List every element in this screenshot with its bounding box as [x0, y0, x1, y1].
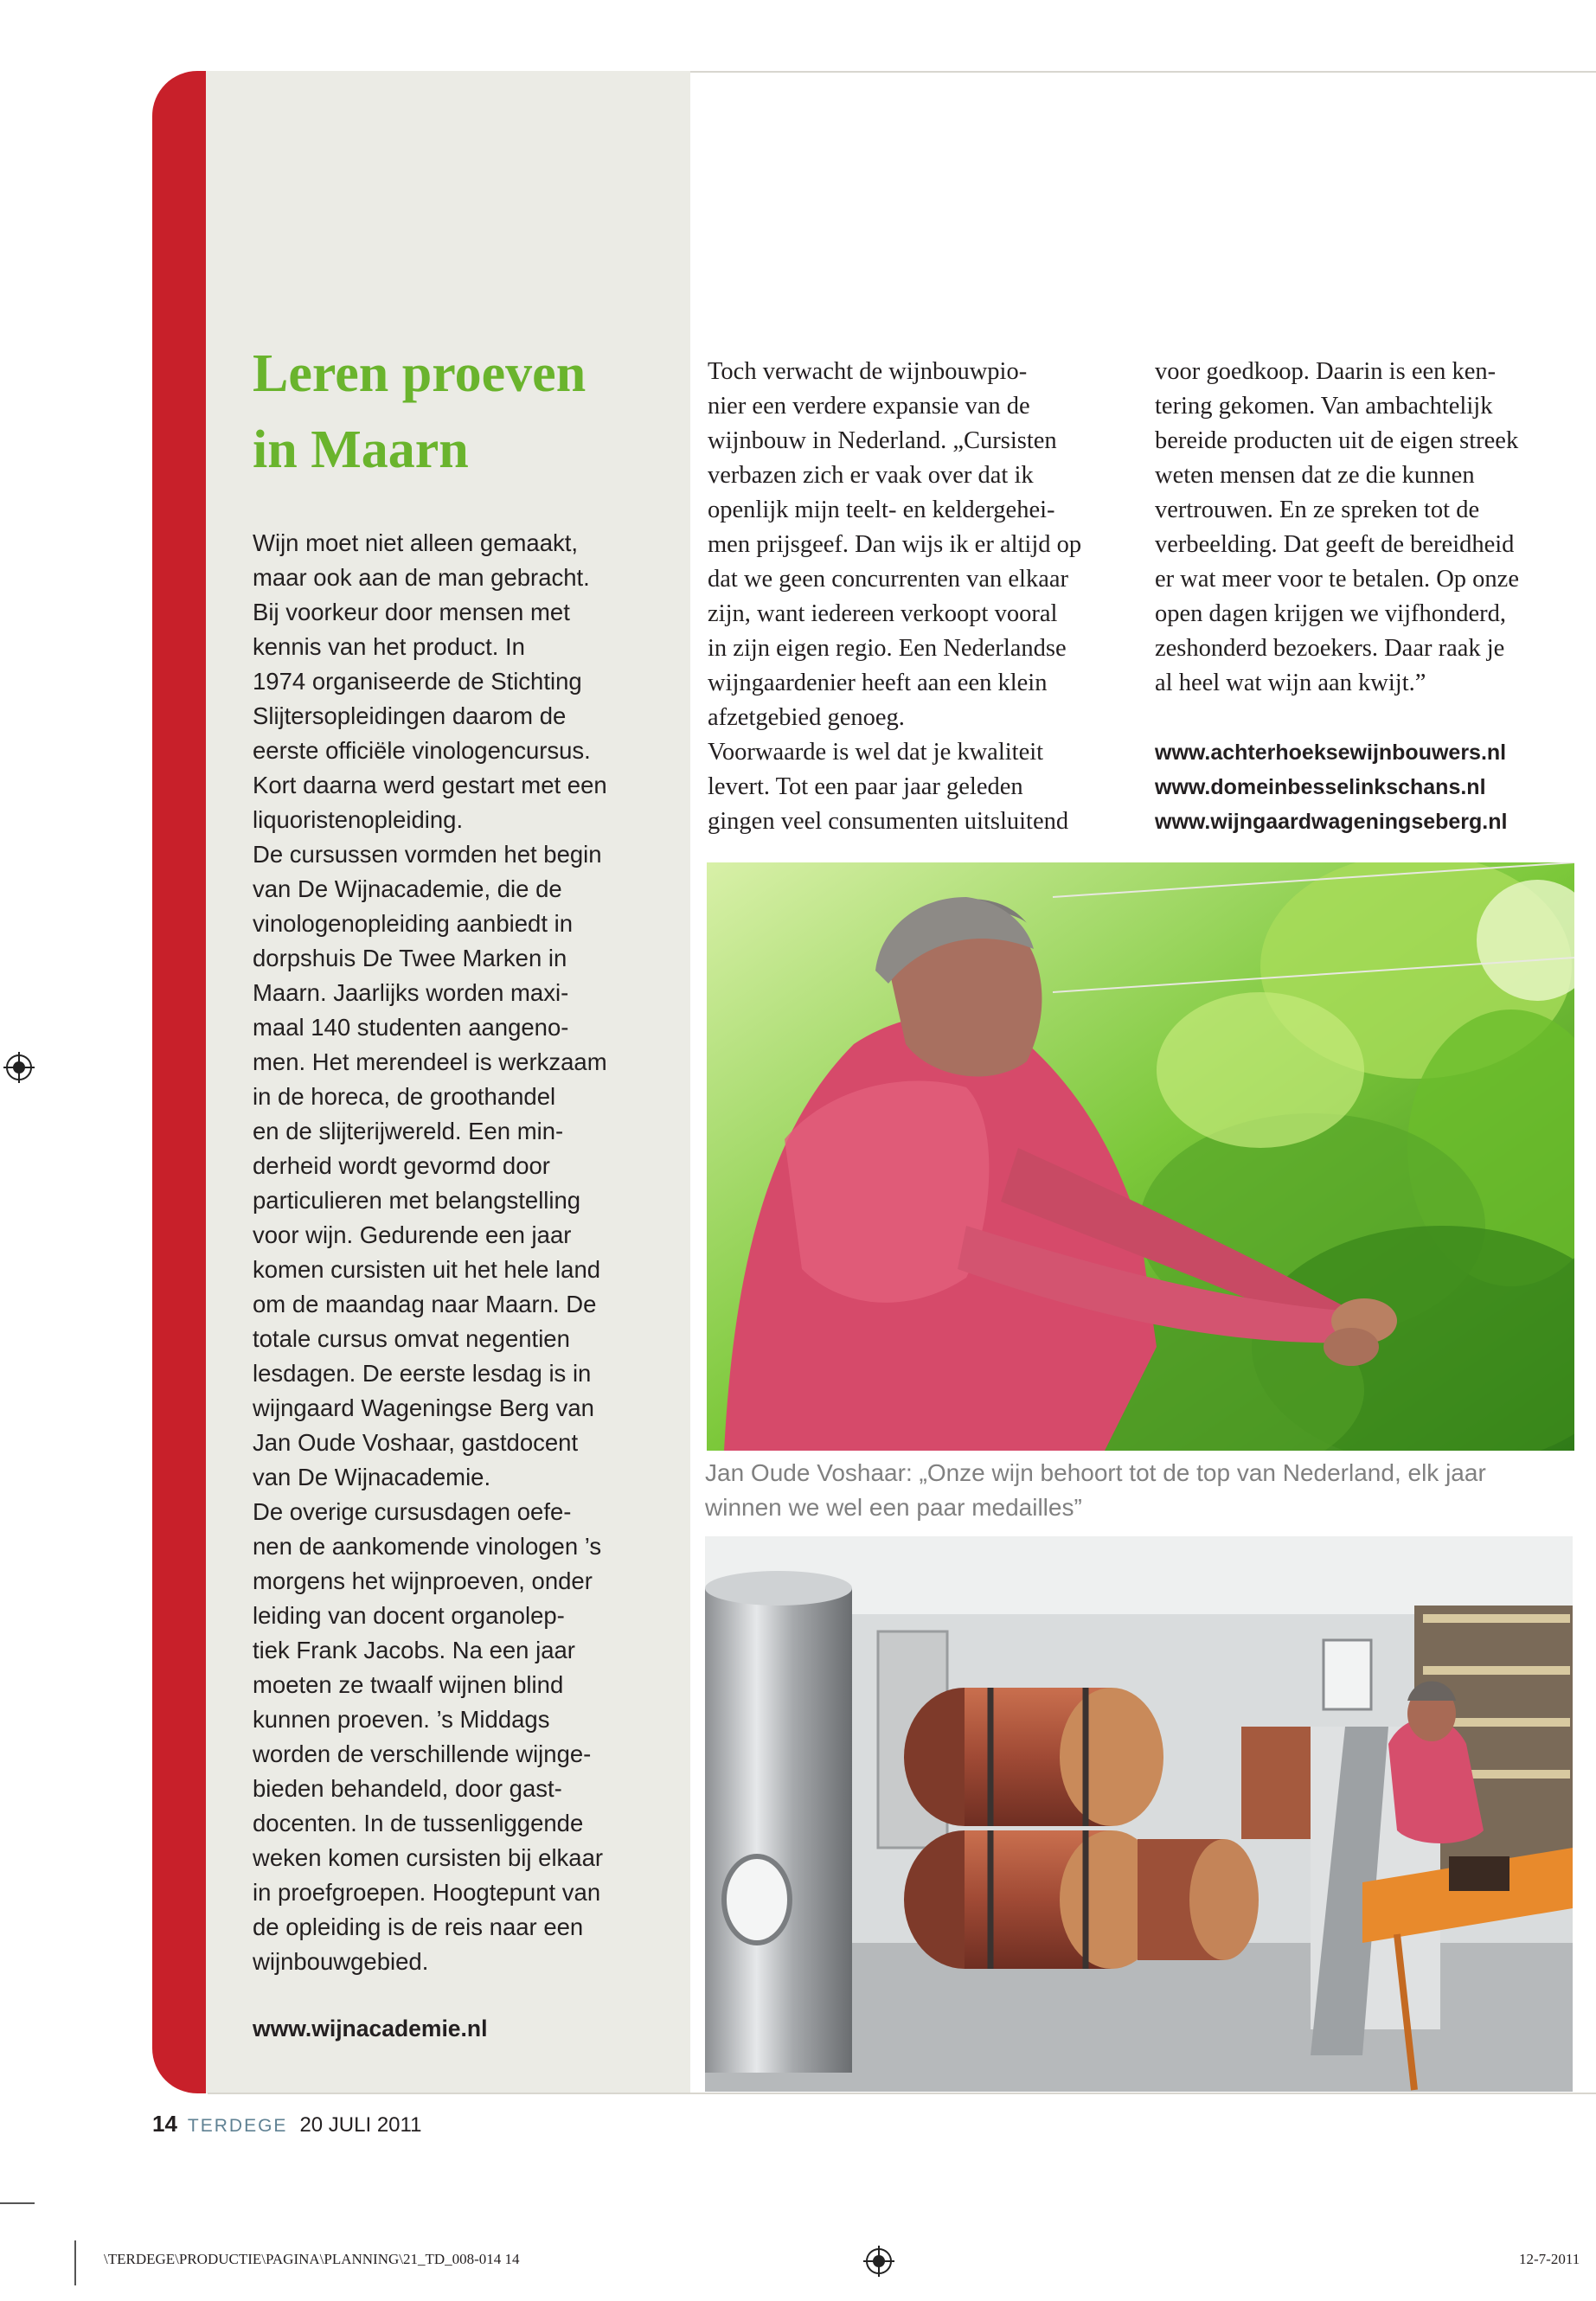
sidebar-title-line: in Maarn — [253, 420, 469, 479]
article-text-line: bereide producten uit de eigen streek — [1155, 427, 1519, 454]
vineyard-photo — [707, 862, 1574, 1451]
sidebar-text-line: morgens het wijnproeven, onder — [253, 1567, 593, 1594]
print-slug-path: \TERDEGE\PRODUCTIE\PAGINA\PLANNING\21_TD_008-014 14 — [104, 2251, 520, 2267]
article-text-line: in zijn eigen regio. Een Nederlandse — [708, 635, 1067, 662]
sidebar-text-line: weken komen cursisten bij elkaar — [253, 1844, 604, 1871]
article-text-line: levert. Tot een paar jaar geleden — [708, 773, 1023, 800]
sidebar-text-line: van De Wijnacademie. — [253, 1464, 491, 1490]
sidebar-text-line: de opleiding is de reis naar een — [253, 1913, 584, 1940]
issue-date: 20 JULI 2011 — [299, 2113, 422, 2137]
article-text-line: nier een verdere expansie van de — [708, 393, 1030, 420]
page-footer — [152, 2108, 421, 2139]
sidebar-text-line: De overige cursusdagen oefe- — [253, 1498, 572, 1525]
caption-line: Jan Oude Voshaar: „Onze wijn behoort tot de top van Nederland, elk jaar — [705, 1459, 1486, 1486]
sidebar-text-line: Wijn moet niet alleen gemaakt, — [253, 529, 579, 556]
article-text-line: dat we geen concurrenten van elkaar — [708, 566, 1068, 593]
article-text-line: gingen veel consumenten uitsluitend — [708, 808, 1069, 835]
website-link[interactable]: www.achterhoeksewijnbouwers.nl — [1155, 740, 1507, 765]
accent-bar — [152, 71, 206, 2093]
sidebar-text-line: maal 140 studenten aangeno- — [253, 1014, 569, 1041]
sidebar-title — [253, 336, 668, 488]
article-text-line: openlijk mijn teelt- en keldergehei- — [708, 497, 1055, 523]
article-text-line: verbeelding. Dat geeft de bereidheid — [1155, 531, 1515, 558]
article-text-line: er wat meer voor te betalen. Op onze — [1155, 566, 1519, 593]
sidebar-text-line: voor wijn. Gedurende een jaar — [253, 1221, 572, 1248]
bottom-rule — [208, 2093, 1596, 2094]
sidebar-text-line: liquoristenopleiding. — [253, 806, 464, 833]
article-text-line: al heel wat wijn aan kwijt.” — [1155, 670, 1426, 696]
sidebar-text-line: lesdagen. De eerste lesdag is in — [253, 1360, 592, 1387]
crop-mark — [74, 2240, 76, 2285]
article-text-line: voor goedkoop. Daarin is een ken- — [1155, 358, 1497, 385]
sidebar-text-line: van De Wijnacademie, die de — [253, 875, 562, 902]
sidebar-text-line: men. Het merendeel is werkzaam — [253, 1048, 607, 1075]
registration-mark-icon — [3, 1052, 35, 1083]
sidebar-text-line: en de slijterijwereld. Een min- — [253, 1118, 564, 1144]
sidebar-text-line: kunnen proeven. ’s Middags — [253, 1706, 550, 1733]
sidebar-text-line: bieden behandeld, door gast- — [253, 1775, 562, 1802]
page-number: 14 — [152, 2111, 177, 2137]
caption-line: winnen we wel een paar medailles” — [705, 1494, 1082, 1521]
sidebar-text — [253, 526, 673, 1979]
article-text-line: open dagen krijgen we vijfhonderd, — [1155, 600, 1506, 627]
sidebar-text-line: wijngaard Wageningse Berg van — [253, 1394, 594, 1421]
sidebar-text-line: Jan Oude Voshaar, gastdocent — [253, 1429, 579, 1456]
website-link[interactable]: www.domeinbesselinkschans.nl — [1155, 775, 1486, 799]
sidebar-text-line: particulieren met belangstelling — [253, 1187, 581, 1214]
sidebar-link[interactable]: www.wijnacademie.nl — [253, 2016, 488, 2041]
article-text-line: men prijsgeef. Dan wijs ik er altijd op — [708, 531, 1082, 558]
sidebar-text-line: tiek Frank Jacobs. Na een jaar — [253, 1637, 575, 1663]
sidebar-text-line: Bij voorkeur door mensen met — [253, 599, 570, 625]
wine-cellar-photo — [705, 1536, 1573, 2092]
print-slug-date: 12-7-2011 — [1519, 2251, 1580, 2267]
sidebar-text-line: vinologenopleiding aanbiedt in — [253, 910, 574, 937]
article-column-1 — [708, 355, 1140, 839]
article-text-line: vertrouwen. En ze spreken tot de — [1155, 497, 1480, 523]
photo-caption — [705, 1456, 1579, 1525]
article-text-line: tering gekomen. Van ambachtelijk — [1155, 393, 1493, 420]
sidebar-text-line: Maarn. Jaarlijks worden maxi- — [253, 979, 569, 1006]
article-text-line: weten mensen dat ze die kunnen — [1155, 462, 1475, 489]
article-text-line: Voorwaarde is wel dat je kwaliteit — [708, 739, 1044, 766]
sidebar-text-line: dorpshuis De Twee Marken in — [253, 945, 567, 971]
sidebar-text-line: docenten. In de tussenliggende — [253, 1810, 584, 1836]
sidebar-text-line: wijnbouwgebied. — [253, 1948, 429, 1975]
sidebar-text-line: Kort daarna werd gestart met een — [253, 772, 607, 798]
sidebar-text-line: leiding van docent organolep- — [253, 1602, 565, 1629]
article-text-line: wijnbouw in Nederland. „Cursisten — [708, 427, 1057, 454]
website-link[interactable]: www.wijngaardwageningseberg.nl — [1155, 810, 1508, 834]
article-text-line: afzetgebied genoeg. — [708, 704, 905, 731]
sidebar-text-line: nen de aankomende vinologen ’s — [253, 1533, 602, 1560]
sidebar-text-line: 1974 organiseerde de Stichting — [253, 668, 582, 695]
article-text-line: zijn, want iedereen verkoopt vooral — [708, 600, 1058, 627]
sidebar-text-line: derheid wordt gevormd door — [253, 1152, 550, 1179]
sidebar-text-line: komen cursisten uit het hele land — [253, 1256, 601, 1283]
article-text-line: zeshonderd bezoekers. Daar raak je — [1155, 635, 1505, 662]
sidebar-text-line: in de horeca, de groothandel — [253, 1083, 556, 1110]
sidebar-text-line: totale cursus omvat negentien — [253, 1325, 570, 1352]
sidebar-text-line: kennis van het product. In — [253, 633, 525, 660]
sidebar-title-line: Leren proeven — [253, 344, 586, 403]
sidebar-text-line: worden de verschillende wijnge- — [253, 1740, 592, 1767]
sidebar-text-line: moeten ze twaalf wijnen blind — [253, 1671, 564, 1698]
sidebar-text-line: in proefgroepen. Hoogtepunt van — [253, 1879, 601, 1906]
sidebar-text-line: Slijtersopleidingen daarom de — [253, 702, 567, 729]
article-column-2 — [1155, 355, 1587, 701]
crop-mark — [0, 2202, 35, 2204]
website-links — [1155, 735, 1507, 839]
article-text-line: Toch verwacht de wijnbouwpio- — [708, 358, 1028, 385]
registration-mark-icon — [863, 2246, 894, 2277]
sidebar-text-line: De cursussen vormden het begin — [253, 841, 602, 868]
magazine-name: TERDEGE — [187, 2116, 288, 2136]
sidebar-text-line: maar ook aan de man gebracht. — [253, 564, 590, 591]
sidebar-text-line: eerste officiële vinologencursus. — [253, 737, 591, 764]
article-text-line: verbazen zich er vaak over dat ik — [708, 462, 1034, 489]
sidebar-text-line: om de maandag naar Maarn. De — [253, 1291, 597, 1317]
article-text-line: wijngaardenier heeft aan een klein — [708, 670, 1048, 696]
